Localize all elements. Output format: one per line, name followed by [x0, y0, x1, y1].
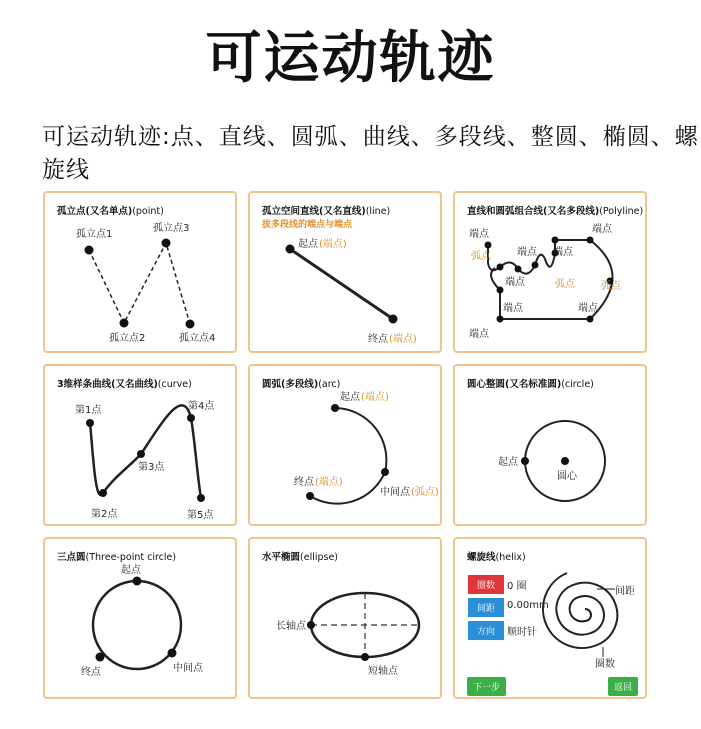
polyline-arcpoint: [497, 264, 504, 271]
label-curve-5: 第5点: [187, 510, 214, 521]
three-point-start: [133, 577, 142, 586]
panel-title: 孤立空间直线(又名直线)(line): [262, 206, 391, 217]
label-long-axis: 长轴点: [276, 621, 306, 632]
panel-circle: [453, 364, 647, 526]
label-line-end: 终点: [368, 334, 388, 345]
label-circle-start: 起点: [498, 457, 518, 468]
curve-point-2: [99, 489, 107, 497]
panel-polyline: [453, 191, 647, 353]
point-3: [162, 239, 171, 248]
label-line-start: 起点: [298, 239, 318, 250]
label-circle-center: 圆心: [557, 471, 577, 482]
polyline-endpoint: [485, 242, 492, 249]
tag-spacing: 间距: [468, 598, 504, 617]
panel-line: [248, 191, 442, 353]
value-direction: 顺时针: [507, 627, 537, 638]
label-arc-start: 起点: [340, 392, 360, 403]
label-endpoint: 端点: [503, 303, 523, 314]
label-three-end: 终点: [81, 667, 101, 678]
back-button[interactable]: 返回: [608, 677, 638, 696]
polyline-endpoint: [552, 237, 559, 244]
panel-arc: [248, 364, 442, 526]
three-point-mid: [168, 649, 177, 658]
label-arcpoint: 弧点: [471, 251, 491, 262]
label-point-4: 孤立点4: [179, 333, 216, 344]
polyline-diagram: [455, 193, 649, 355]
tag-turns: 圈数: [468, 575, 504, 594]
panel-title: 水平椭圆(ellipse): [262, 552, 339, 563]
three-point-end: [96, 653, 105, 662]
label-curve-3: 第3点: [138, 462, 165, 473]
arc-end-point: [306, 492, 314, 500]
label-arc-mid: 中间点: [380, 487, 410, 498]
line-diagram: [250, 193, 444, 355]
panel-three-point: [43, 537, 237, 699]
panel-title: 圆弧(多段线)(arc): [262, 379, 341, 390]
panel-helix: [453, 537, 647, 699]
point-diagram: [45, 193, 239, 355]
label-endpoint: 端点: [517, 247, 537, 258]
panel-ellipse: [248, 537, 442, 699]
line-end-point: [389, 315, 398, 324]
polyline-endpoint: [497, 287, 504, 294]
panel-title: 孤立点(又名单点)(point): [57, 206, 164, 217]
point-4: [186, 320, 195, 329]
value-spacing: 0.00mm: [507, 600, 549, 611]
label-endpoint: 端点: [592, 224, 612, 235]
polyline-endpoint: [497, 316, 504, 323]
circle-start-point: [521, 457, 529, 465]
curve-point-3: [137, 450, 145, 458]
arc-diagram: [250, 366, 444, 528]
label-helix-spacing: 间距: [615, 586, 635, 597]
label-arc-mid-note: (弧点): [411, 487, 439, 498]
label-endpoint: 端点: [553, 247, 573, 258]
three-point-diagram: [45, 539, 239, 701]
polyline-endpoint: [587, 237, 594, 244]
circle-diagram: [455, 366, 649, 528]
point-2: [120, 319, 129, 328]
label-curve-1: 第1点: [75, 405, 102, 416]
panel-title: 3维样条曲线(又名曲线)(curve): [57, 379, 192, 390]
polyline-endpoint: [515, 266, 522, 273]
label-point-2: 孤立点2: [109, 333, 146, 344]
line-start-point: [286, 245, 295, 254]
page-subtitle: 可运动轨迹:点、直线、圆弧、曲线、多段线、整圆、椭圆、螺旋线: [42, 124, 699, 183]
label-point-1: 孤立点1: [76, 229, 113, 240]
label-curve-4: 第4点: [188, 401, 215, 412]
label-helix-turns: 圈数: [595, 659, 615, 670]
label-endpoint: 端点: [578, 303, 598, 314]
tag-direction: 方向: [468, 621, 504, 640]
point-1: [85, 246, 94, 255]
label-line-start-note: (端点): [319, 239, 347, 250]
polyline-endpoint: [587, 316, 594, 323]
panel-curve: [43, 364, 237, 526]
page-title: 可运动轨迹: [205, 26, 496, 91]
curve-diagram: [45, 366, 239, 528]
panel-point: [43, 191, 237, 353]
arc-start-point: [331, 404, 339, 412]
label-curve-2: 第2点: [91, 509, 118, 520]
panel-title: 螺旋线(helix): [467, 552, 526, 563]
ellipse-short-axis-point: [361, 653, 369, 661]
label-arcpoint: 弧点: [601, 281, 621, 292]
panel-subtitle: 拔多段线的端点与端点: [262, 220, 353, 230]
curve-point-5: [197, 494, 205, 502]
ellipse-diagram: [250, 539, 444, 701]
polyline-endpoint: [532, 262, 539, 269]
label-three-mid: 中间点: [173, 663, 203, 674]
curve-point-1: [86, 419, 94, 427]
label-three-start: 起点: [121, 565, 141, 576]
label-endpoint: 端点: [469, 229, 489, 240]
arc-mid-point: [381, 468, 389, 476]
panel-title: 圆心整圆(又名标准圆)(circle): [467, 379, 594, 390]
panel-title: 三点圆(Three-point circle): [57, 552, 177, 563]
label-arc-end-note: (端点): [315, 477, 343, 488]
label-arc-end: 终点: [294, 477, 314, 488]
label-point-3: 孤立点3: [153, 223, 190, 234]
ellipse-long-axis-point: [307, 621, 315, 629]
label-endpoint: 端点: [469, 329, 489, 340]
value-turns: 0 圈: [507, 581, 527, 592]
next-button[interactable]: 下一步: [467, 677, 506, 696]
panel-title: 直线和圆弧组合线(又名多段线)(Polyline): [467, 206, 644, 217]
curve-point-4: [187, 414, 195, 422]
label-short-axis: 短轴点: [368, 666, 398, 677]
label-arcpoint: 弧点: [555, 279, 575, 290]
label-endpoint: 端点: [505, 277, 525, 288]
circle-center-point: [561, 457, 569, 465]
label-line-end-note: (端点): [389, 334, 417, 345]
label-arc-start-note: (端点): [361, 392, 389, 403]
